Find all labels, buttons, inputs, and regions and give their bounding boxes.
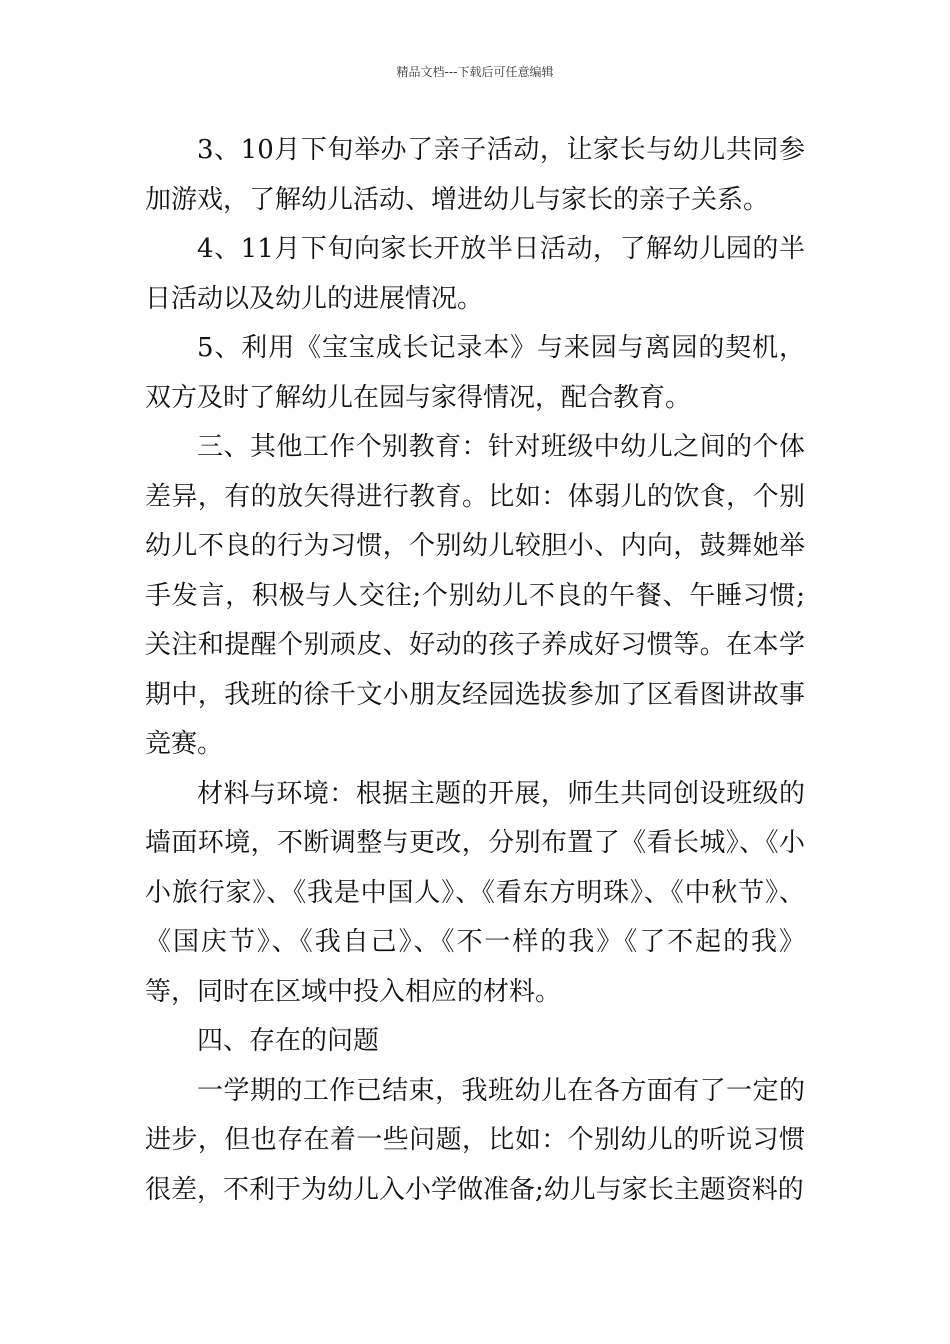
paragraph-open-day: 4、11月下旬向家长开放半日活动，了解幼儿园的半日活动以及幼儿的进展情况。 (145, 234, 805, 314)
paragraph-materials-environment: 材料与环境：根据主题的开展，师生共同创设班级的墙面环境，不断调整与更改，分别布置了《看长城》、《小小旅行家》、《我是中国人》、《看东方明珠》、《中秋节》、《国庆节》、《我自己》、《不一样的我》《了不起的我》等，同时在区域中投入相应的材料。 (145, 778, 805, 1007)
section-heading-problems: 四、存在的问题 (197, 1026, 380, 1056)
page-header: 精品文档---下载后可任意编辑 (396, 65, 554, 79)
paragraph-growth-record: 5、利用《宝宝成长记录本》与来园与离园的契机，双方及时了解幼儿在园与家得情况，配合教育。 (145, 333, 805, 413)
document-body (145, 126, 805, 1215)
paragraph-problems: 一学期的工作已结束，我班幼儿在各方面有了一定的进步，但也存在着一些问题，比如：个别幼儿的听说习惯很差，不利于为幼儿入小学做准备;幼儿与家长主题资料的 (145, 1075, 805, 1205)
paragraph-parent-child-activity: 3、10月下旬举办了亲子活动，让家长与幼儿共同参加游戏，了解幼儿活动、增进幼儿与家长的亲子关系。 (145, 135, 805, 215)
paragraph-other-work: 三、其他工作个别教育：针对班级中幼儿之间的个体差异，有的放矢得进行教育。比如：体弱儿的饮食，个别幼儿不良的行为习惯，个别幼儿较胆小、内向，鼓舞她举手发言，积极与人交往;个别幼儿不良的午餐、午睡习惯;关注和提醒个别顽皮、好动的孩子养成好习惯等。在本学期中，我班的徐千文小朋友经园选拔参加了区看图讲故事竞赛。 (145, 432, 805, 759)
